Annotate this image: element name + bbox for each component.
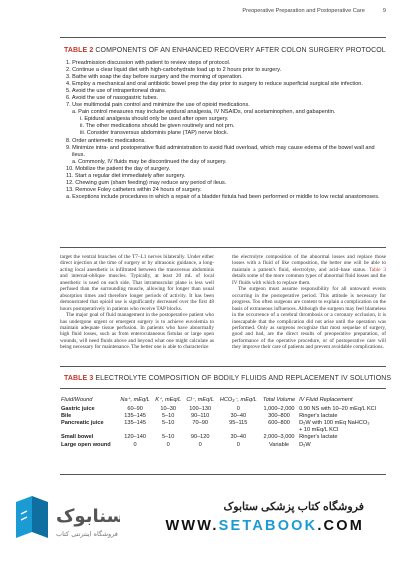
running-title: Preoperative Preparation and Postoperative Care: [242, 8, 365, 14]
column-header: IV Fluid Replacement: [299, 397, 353, 403]
table3-title: [64, 375, 391, 382]
table-cell: 10–30: [160, 405, 176, 412]
table-cell: 0: [236, 405, 240, 412]
column-header: K⁺, mEq/L: [155, 397, 182, 403]
body-paragraph: The surgeon must assume responsibility for all untoward events occurring in the postoperative period. This attitude is necessary for progress. Too often surgeons are content to explain a complication on the basis of extraneous influences. Although the surgeon may feel blameless in the occurrence of a cerebral thrombosis or a coronary occlusion, it is inescapable that the complication did not arise until the operation was performed. Only as surgeons recognize that most sequelae of surgery, good and bad, are the direct results of preoperative preparation, of performance of the operative procedure, or of postoperative care will they improve their care of patients and prevent avoidable complications.: [232, 286, 386, 351]
table-cell: Ringer's lactate: [299, 412, 338, 419]
row-label: Pancreatic juice: [61, 419, 104, 426]
table3-title-text: ELECTROLYTE COMPOSITION OF BODILY FLUIDS AND REPLACEMENT IV SOLUTIONS: [95, 375, 392, 382]
table-cell: 0.90 NS with 10–20 mEq/L KCl: [299, 405, 376, 412]
protocol-item: a. Pain control measures may include epidural analgesia, IV NSAIDs, oral acetaminophen, and gabapentin.: [72, 109, 336, 116]
protocol-item: 7. Use multimodal pain control and minimize the use of opioid medications.: [66, 102, 250, 109]
table-cell: 0: [236, 441, 240, 448]
url-suffix: .COM: [317, 518, 364, 534]
protocol-item: 9. Minimize intra- and postoperative fluid administration to avoid fluid overload, which may cause edema of the bowel wall and ileus.: [66, 144, 375, 158]
url-prefix: WWW.: [165, 518, 219, 534]
table2-label: TABLE 2: [64, 47, 94, 54]
row-label: Bile: [61, 412, 72, 419]
table3-reference-link[interactable]: Table 3: [368, 266, 387, 273]
table-row: [60, 412, 386, 419]
shop-name: فروشگاه کتاب پزشکی ستابوک: [223, 501, 364, 513]
column-header: Cl⁻, mEq/L: [186, 397, 214, 403]
body-right-column: [232, 254, 386, 351]
table-cell: 0: [198, 441, 202, 448]
table-row: [60, 434, 386, 441]
table3-header-rule: [60, 388, 386, 389]
table-cell: 60–90: [127, 405, 143, 412]
table-cell: D₅W: [299, 441, 311, 448]
table-cell: Variable: [268, 441, 290, 448]
protocol-item: 11. Start a regular diet immediately after surgery.: [66, 172, 186, 179]
protocol-item: 12. Chewing gum (sham feeding) may reduce any period of ileus.: [66, 179, 227, 186]
protocol-item: 10. Mobilize the patient the day of surgery.: [66, 165, 171, 172]
column-header: Total Volume: [262, 397, 296, 403]
table-cell: 600–800: [268, 419, 290, 426]
row-label: Small bowel: [61, 434, 94, 441]
table2-bottom-rule: [60, 247, 386, 248]
protocol-item: a. Commonly, IV fluids may be discontinued the day of surgery.: [72, 158, 227, 165]
logo-tagline: فروشگاه اینترنتی کتاب: [56, 530, 118, 538]
table-cell: 95–115: [229, 419, 248, 426]
table-cell: 5–10: [161, 434, 175, 441]
table-cell: [118, 427, 153, 434]
protocol-item: 3. Bathe with soap the day before surgery and the morning of operation.: [66, 74, 243, 81]
table-row: [60, 419, 386, 426]
table-cell: 30–40: [230, 412, 247, 419]
protocol-item: 6. Avoid the use of nasogastric tubes.: [66, 95, 159, 102]
table-cell: 135–145: [124, 412, 146, 419]
table-row: [60, 405, 386, 412]
row-label: [60, 427, 118, 434]
table-cell: [260, 427, 298, 434]
body-paragraph: The major goal of fluid management in the postoperative patient who has undergone urgent or emergent surgery is to achieve euvolemia to maintain adequate tissue perfusion. In patients who have abnormally high fluid losses, such as from enterocutaneous fistulas or large open wounds, will need fluids above and beyond what one might calculate as being necessary for maintenance. The better one is able to characterize: [60, 312, 214, 351]
body-paragraph: [232, 254, 386, 286]
table-cell: + 10 mEq/L KCl: [299, 427, 339, 434]
table-cell: 5–10: [161, 419, 175, 426]
table-cell: 1,000–2,000: [263, 405, 295, 412]
running-header: [60, 8, 386, 14]
table-cell: 100–130: [189, 405, 212, 412]
protocol-item: 4. Employ a mechanical and oral antibiotic bowel prep the day prior to surgery to reduce superficial surgical site infection.: [66, 81, 363, 88]
table-cell: [217, 427, 260, 434]
site-url[interactable]: [166, 518, 364, 534]
table-cell: 70–90: [192, 419, 208, 426]
table-cell: 5–10: [161, 412, 175, 419]
body-left-column: [60, 254, 214, 351]
table-cell: 2,000–3,000: [263, 434, 295, 441]
table-cell: 30–40: [230, 434, 247, 441]
table-cell: 0: [133, 441, 137, 448]
protocol-item: a. Exceptions include procedures in which a repair of a bladder fistula had been performed or middle to low rectal anastomoses.: [66, 193, 380, 200]
table-cell: 300–800: [268, 412, 290, 419]
protocol-item: 5. Avoid the use of intraperitoneal drains.: [66, 88, 167, 95]
row-label: Large open wound: [61, 441, 111, 448]
body-text: the electrolyte composition of the abnormal losses and replace those losses with a fluid of like composition, the better one will be able to maintain a patient's fluid, electrolyte, and acid–base status.: [232, 254, 386, 273]
table-header-row: [60, 396, 386, 405]
table2-title-text: COMPONENTS OF AN ENHANCED RECOVERY AFTER COLON SURGERY PROTOCOL: [95, 47, 386, 54]
protocol-item: iii. Consider transversus abdominis plane (TAP) nerve block.: [80, 130, 229, 137]
electrolyte-table: [60, 396, 386, 448]
logo-wordmark: سنابوک: [56, 506, 120, 527]
table3-bottom-rule: [60, 474, 386, 475]
body-text: details some of the more common types of abnormal fluid losses and the IV fluids with which to replace them.: [232, 273, 386, 286]
protocol-item: 8. Order antiemetic medications.: [66, 137, 146, 144]
protocol-item: 2. Continue a clear liquid diet with high-carbohydrate load up to 2 hours prior to surgery.: [66, 67, 282, 74]
table-cell: 90–110: [191, 412, 210, 419]
column-header: Fluid/Wound: [61, 397, 93, 403]
book-icon: [12, 488, 120, 548]
table3-top-rule: [60, 366, 386, 367]
column-header: Na⁺, mEq/L: [120, 397, 150, 403]
protocol-item: 1. Preadmission discussion with patient to review steps of protocol.: [66, 60, 231, 66]
table-cell: [153, 427, 184, 434]
table-cell: 135–145: [124, 419, 146, 426]
table-cell: [184, 427, 217, 434]
table-cell: 120–140: [124, 434, 146, 441]
table2-list: [66, 60, 384, 201]
protocol-item: ii. The other medications should be given routinely and not prn.: [80, 123, 235, 130]
table-cell: 0: [166, 441, 170, 448]
body-paragraph: target the ventral branches of the T7–L1 nerves bilaterally. Under either direct injection at the time of surgery or by ultrasonic guidance, a long-acting local anesthetic is infiltrated between the transversus abdominis and internal-oblique muscles. Typically, at least 20 mL of local anesthetic is used on each side. That intramuscular plane is less well perfused than the surrounding muscle, allowing for longer than usual absorption times and therefore longer periods of activity. It has been demonstrated that opioid use is significantly decreased over the first 48 hours postoperatively in patients who receive TAP blocks.: [60, 254, 214, 312]
table2-top-rule: [60, 37, 386, 38]
setabook-logo: [12, 488, 120, 548]
table-cell: Ringer's lactate: [299, 434, 338, 441]
protocol-item: i. Epidural analgesia should only be used after open surgery.: [80, 116, 229, 123]
protocol-item: 13. Remove Foley catheters within 24 hours of surgery.: [66, 186, 202, 193]
url-domain: SETABOOK: [218, 518, 318, 534]
row-label: Gastric juice: [61, 405, 95, 412]
watermark-footer: [0, 480, 400, 561]
page-number: 9: [382, 8, 386, 14]
column-header: HCO₃⁻, mEq/L: [219, 397, 257, 403]
table-cell: D₅W with 100 mEq NaHCO₃: [299, 419, 370, 426]
table-row: [60, 427, 386, 434]
table-cell: 90–120: [190, 434, 210, 441]
table-row: [60, 441, 386, 448]
table2-title: [64, 47, 386, 54]
table3-label: TABLE 3: [64, 375, 94, 382]
